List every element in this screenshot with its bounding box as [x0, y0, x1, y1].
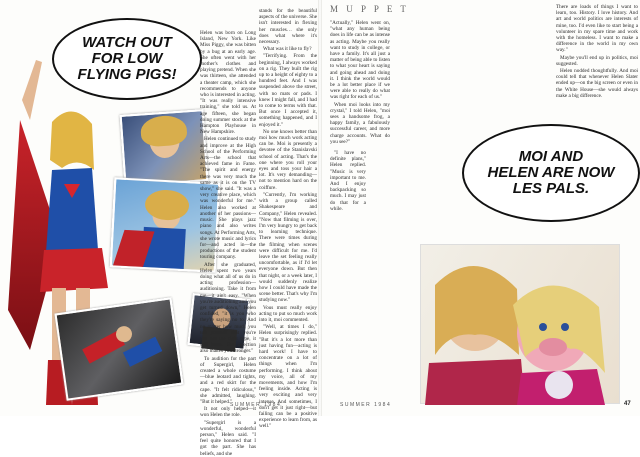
supergirl-closeup-photo [120, 109, 209, 187]
paragraph: stands for the beautiful aspects of the universe. She isn't interested in flexing her muscles… she only does what where it's necessary. [259, 8, 317, 46]
running-title: M U P P E T [330, 4, 409, 14]
speech-balloon-left [52, 18, 202, 100]
text-column-4 [556, 4, 638, 114]
balloon-right-line3: LES PALS. [512, 179, 590, 197]
balloon-right-line1: MOI AND [518, 148, 584, 166]
paragraph: "Supergirl is a wonderful, wonderful person," Helen said. "I feel quite honored that I got the part. She has beliefs, and she [200, 419, 256, 457]
paragraph: "I have no definite plans," Helen replied. "Music is very important to me. And I enjoy backpacking so much. I may just do that for a while. [330, 150, 366, 212]
paragraph: "Well, at times I do," Helen surprisingly replied. "But it's a lot more than just having fun—acting is hard work! I have to concentrate on a lot of things when I'm performing. I think about my voice, all of my movements, and how I'm feeling inside. Acting is very exciting and very intense. And sometimes, I don't get it just right—but failing can be a positive experience to learn from, as well." [259, 324, 317, 430]
paragraph: "Terrifying. From the beginning, I always worked on a rig. They built the rig up to a height of eighty to a hundred feet. And I was suspended above the street, with no mats or pads. I knew I might fall, and I had to come to terms with that. But once I accepted it, something happened, and I enjoyed it." [259, 53, 317, 128]
paragraph: Helen was born on Long Island, New York. Like Miss Piggy, she was bitten by a bug at an early age. She often went with her mother's clothes and playing pretend. When she was thirteen, she attended a theater camp, which she recommends to anyone who is interested in acting. "It was really intensive training," she told us. At age fifteen, she began doing summer stock at the Hampton Playhouse in New Hampshire. [200, 30, 256, 136]
paragraph: It not only helped—it won Helen the role. [200, 406, 256, 419]
action-scene-photo [54, 297, 183, 401]
page-number: 47 [624, 401, 631, 407]
paragraph: Helen nodded thoughtfully. And moi could tell that whenever Helen Slater ended up—on the big screen or even in the White House—she would always make a big difference. [556, 68, 638, 99]
balloon-left-line3: FLYING PIGS! [77, 65, 177, 83]
paragraph: Maybe you'll end up in politics, moi suggested. [556, 54, 638, 67]
balloon-left-line2: FOR LOW [91, 50, 163, 68]
page-gutter [318, 0, 322, 416]
paragraph: Vous must really enjoy acting to put so much work into it, moi commented. [259, 304, 317, 323]
speech-balloon-right [462, 124, 640, 222]
paragraph: To audition for the part of Supergirl, Helen created a whole costume—blue leotard and tights, and a red skirt for the cape. "It felt ridiculous," she admitted, laughing. "But it helped." [200, 355, 256, 405]
paragraph: After she graduated, Helen spent two years doing what all of us do in acting profession—auditioning. Take it from me—it ain't easy. "When you're auditioning and you get turned down," Helen confided, "it is you who they're saying no to. And no matter how much you tell yourself that you're just not the right type, it still hurts. But rejection also makes you stronger." [200, 261, 256, 355]
balloon-left-line1: WATCH OUT [82, 34, 172, 52]
helen-piggy-illustration [421, 245, 621, 405]
right-folio: SUMMER 1984 [340, 402, 392, 408]
helen-and-piggy-photo [420, 244, 620, 404]
paragraph: What was it like to fly? [263, 46, 312, 53]
balloon-right-line2: HELEN ARE NOW [487, 164, 615, 182]
text-column-3-narrow [330, 150, 366, 230]
left-folio: SUMMER 1984 [230, 402, 282, 408]
text-column-2 [259, 8, 317, 430]
paragraph: When moi looks into my crystal," I told Helen, "moi sees a handsome frog, a happy family, a fabulously successful career, and more charge accounts. What do you see?" [330, 101, 390, 145]
text-column-3 [330, 20, 390, 148]
paragraph: Helen continued to study and improve at the High School of the Performing Arts—the school that achieved fame in Fame. "The spirit and energy there was very much the same as it is on the TV show," she said. "It was a very creative place, which was wonderful for me." Helen also worked at another of her passions—music. She plays jazz piano and also writes songs. At Performing Arts, she wrote music and lyrics for—and acted in—the productions of the student touring company. [200, 136, 257, 261]
paragraph: There are loads of things I want to learn, too. History. I love history. And art and world politics are interests of mine, too. I'd even like to start being a volunteer in my spare time and work with the homeless. I want to make a difference in the world in my own way." [556, 4, 638, 54]
paragraph: "Actually," Helen went on, "what any human being does in life can be as intense as acting. Maybe you really want to study in college, or have a family. It's all just a matter of being able to listen to what your heart is saying and going ahead and doing it. I think the world would be a lot better place if we were able to really do what was right for each of us." [330, 20, 390, 101]
paragraph: "Currently, I'm working with a group called Shakespeare and Company," Helen revealed. "Now that filming is over, I'm very hungry to get back to learning technique. There were times during the filming when scenes were difficult for me. I'd leave the set feeling really uncomfortable, as if I'd let everyone down. But then that night, or a week later, I would suddenly realize how I could have made the scene better. That's why I'm studying now." [259, 191, 317, 304]
paragraph: No one knows better than moi how much work acting can be. Moi is presently a devotee of the Stanislavski school of acting. That's the one where you roll your eyes and toss your hair a lot. It's very demanding—not to mention hard on the coiffure. [259, 128, 317, 191]
